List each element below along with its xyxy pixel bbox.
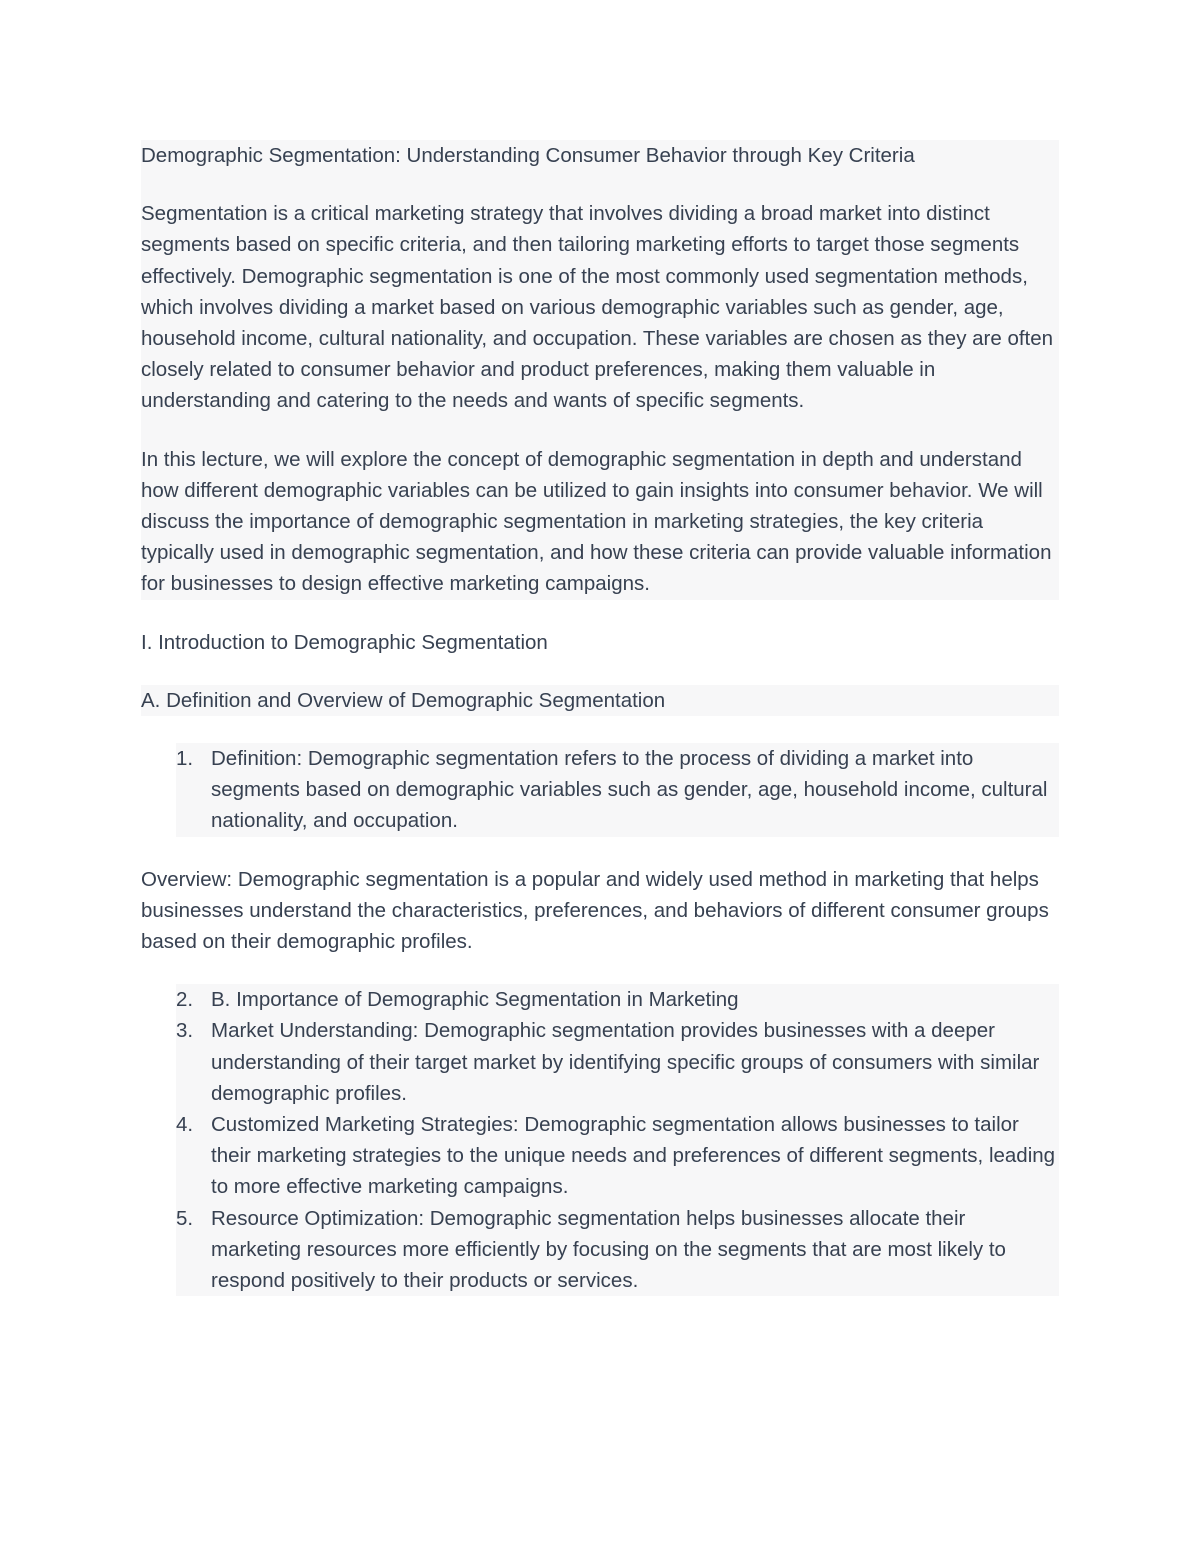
list-text: Market Understanding: Demographic segmentation provides businesses with a deeper understanding of their target market by identifying specific groups of consumers with similar demographic profiles. xyxy=(211,1019,1040,1105)
intro-block xyxy=(141,140,1059,600)
list-text: B. Importance of Demographic Segmentation in Marketing xyxy=(211,988,739,1012)
list-item xyxy=(176,743,1059,837)
list-number: 4. xyxy=(176,1113,194,1137)
list-text: Customized Marketing Strategies: Demographic segmentation allows businesses to tailor their marketing strategies to the unique needs and preferences of different segments, leading to more effective marketing campaigns. xyxy=(211,1113,1056,1199)
list-item xyxy=(176,984,1059,1015)
subsection-heading: A. Definition and Overview of Demographic Segmentation xyxy=(141,685,1059,716)
list-number: 3. xyxy=(176,1019,194,1043)
definition-list xyxy=(176,743,1059,837)
intro-paragraph-1: Segmentation is a critical marketing strategy that involves dividing a broad market into distinct segments based on specific criteria, and then tailoring marketing efforts to target those segments effectively. Demographic segmentation is one of the most commonly used segmentation methods, which involves dividing a market based on various demographic variables such as gender, age, household income, cultural nationality, and occupation. These variables are chosen as they are often closely related to consumer behavior and product preferences, making them valuable in understanding and catering to the needs and wants of specific segments. xyxy=(141,202,1054,413)
list-number: 2. xyxy=(176,988,194,1012)
list-item xyxy=(176,1015,1059,1109)
intro-paragraph-2: In this lecture, we will explore the concept of demographic segmentation in depth and understand how different demographic variables can be utilized to gain insights into consumer behavior. We will discuss the importance of demographic segmentation in marketing strategies, the key criteria typically used in demographic segmentation, and how these criteria can provide valuable information for businesses to design effective marketing campaigns. xyxy=(141,447,1052,596)
list-text: Resource Optimization: Demographic segmentation helps businesses allocate their marketing resources more efficiently by focusing on the segments that are most likely to respond positively to their products or services. xyxy=(211,1206,1006,1293)
list-number: 1. xyxy=(176,747,194,771)
list-item xyxy=(176,1109,1059,1203)
list-text: Definition: Demographic segmentation refers to the process of dividing a market into segments based on demographic variables such as gender, age, household income, cultural nationality, and occupation. xyxy=(211,747,1048,833)
document-page xyxy=(141,140,1059,1296)
overview-paragraph: Overview: Demographic segmentation is a popular and widely used method in marketing that helps businesses understand the characteristics, preferences, and behaviors of different consumer groups based on their demographic profiles. xyxy=(141,867,1049,954)
list-number: 5. xyxy=(176,1206,194,1230)
list-item xyxy=(176,1203,1059,1297)
document-title: Demographic Segmentation: Understanding Consumer Behavior through Key Criteria xyxy=(141,144,915,167)
section-heading: I. Introduction to Demographic Segmentation xyxy=(141,630,548,654)
importance-list xyxy=(176,984,1059,1296)
